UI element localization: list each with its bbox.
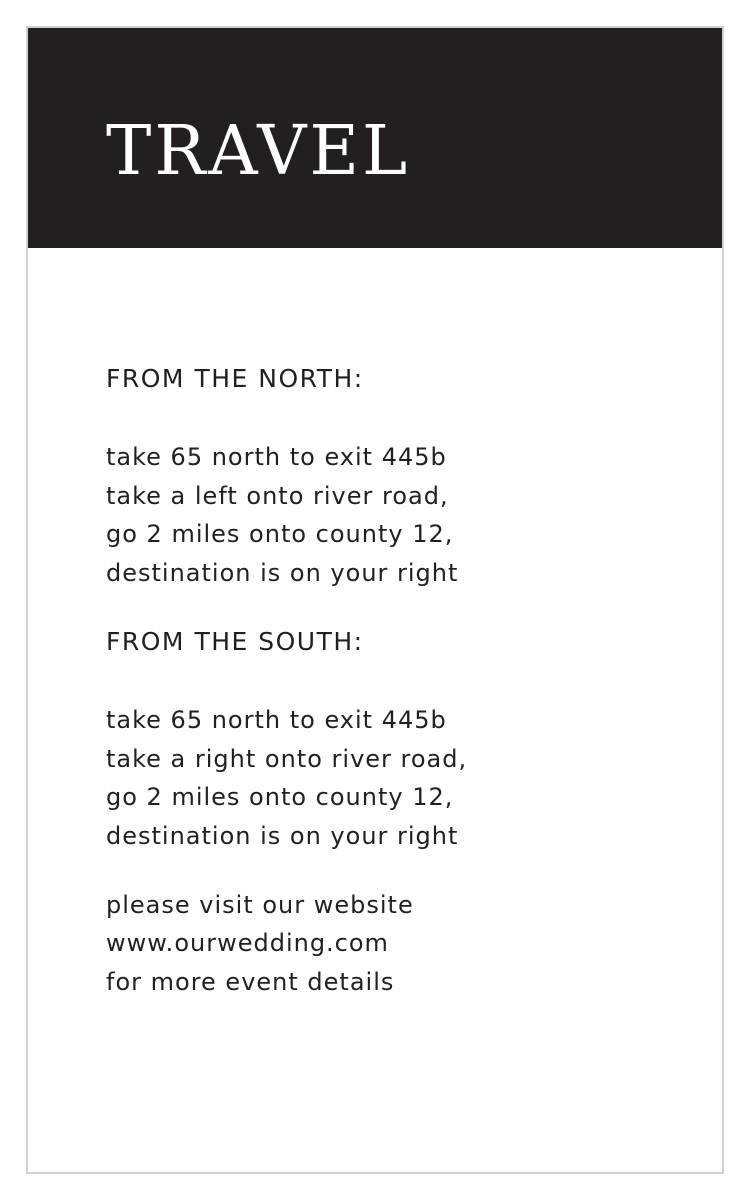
footer-line: for more event details (106, 968, 395, 997)
directions-list-north (106, 438, 666, 593)
directions-south (106, 623, 666, 856)
direction-line: take 65 north to exit 445b (106, 443, 447, 471)
direction-line: go 2 miles onto county 12, (106, 520, 454, 549)
direction-line: take a left onto river road, (106, 481, 449, 510)
directions-north (106, 360, 666, 593)
travel-card (26, 26, 724, 1174)
direction-line: destination is on your right (106, 821, 459, 850)
website-note (106, 886, 666, 1002)
directions-list-south (106, 701, 666, 856)
title-banner (28, 28, 722, 248)
footer-line: please visit our website (106, 890, 414, 919)
direction-line: destination is on your right (106, 559, 459, 588)
card-content (106, 360, 666, 1002)
direction-line: take 65 north to exit 445b (106, 705, 447, 734)
section-heading-north: FROM THE NORTH: (106, 364, 364, 393)
direction-line: take a right onto river road, (106, 744, 468, 773)
website-url: www.ourwedding.com (106, 929, 389, 958)
direction-line: go 2 miles onto county 12, (106, 783, 454, 812)
section-heading-south: FROM THE SOUTH: (106, 626, 364, 656)
card-title: TRAVEL (106, 112, 411, 191)
